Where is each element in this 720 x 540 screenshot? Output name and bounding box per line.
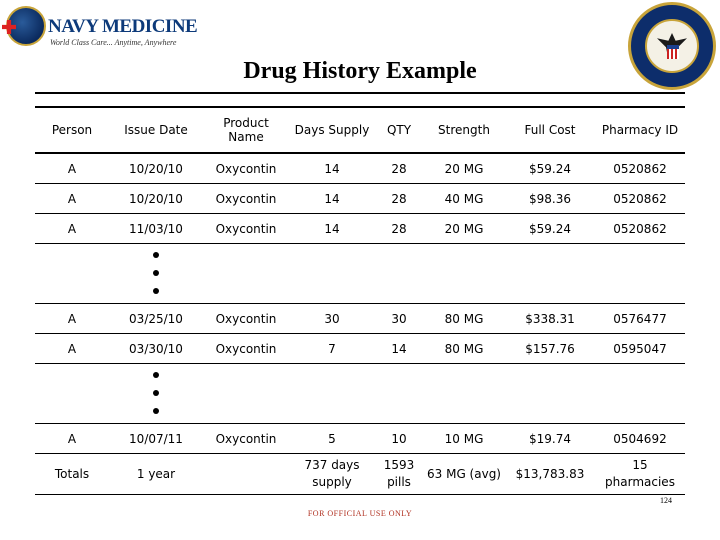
cell-strength: 20 MG: [423, 214, 505, 244]
cell-pharmacy-id: 0595047: [595, 334, 685, 364]
ellipsis-dot-icon: [153, 252, 159, 258]
table-row: [35, 184, 685, 214]
cell-issue-date: 03/25/10: [109, 304, 203, 334]
cell-totals-label: Totals: [35, 454, 109, 495]
shield-icon: [667, 45, 679, 59]
cell-full-cost: $98.36: [505, 184, 595, 214]
ellipsis-dot-icon: [153, 372, 159, 378]
table-row: [35, 304, 685, 334]
cell-strength: 80 MG: [423, 334, 505, 364]
table-row: [35, 153, 685, 184]
vertical-ellipsis: [109, 244, 203, 304]
header-strength: Strength: [423, 107, 505, 153]
header-full-cost: Full Cost: [505, 107, 595, 153]
cell-total-period: 1 year: [109, 454, 203, 495]
header-product-name: Product Name: [203, 107, 289, 153]
logo-subtitle: World Class Care... Anytime, Anywhere: [50, 38, 177, 47]
cell-days-supply: 5: [289, 424, 375, 454]
cell-product-name: Oxycontin: [203, 184, 289, 214]
cell-strength: 80 MG: [423, 304, 505, 334]
cell-total-pharmacies: 15 pharmacies: [595, 454, 685, 495]
slide-title: Drug History Example: [243, 58, 477, 84]
cell-product-name: Oxycontin: [203, 334, 289, 364]
cell-pharmacy-id: 0520862: [595, 214, 685, 244]
cell-qty: 14: [375, 334, 423, 364]
cell-pharmacy-id: 0504692: [595, 424, 685, 454]
cell-full-cost: $157.76: [505, 334, 595, 364]
cell-person: A: [35, 153, 109, 184]
header-qty: QTY: [375, 107, 423, 153]
vertical-ellipsis: [109, 364, 203, 424]
header-issue-date: Issue Date: [109, 107, 203, 153]
classification-note: FOR OFFICIAL USE ONLY: [307, 509, 413, 518]
cell-days-supply: 14: [289, 214, 375, 244]
header-days-supply: Days Supply: [289, 107, 375, 153]
cell-qty: 28: [375, 184, 423, 214]
navy-medicine-logo: [2, 4, 198, 52]
cell-issue-date: 10/20/10: [109, 184, 203, 214]
title-divider: [35, 92, 685, 94]
page-number: 124: [660, 496, 672, 505]
cell-pharmacy-id: 0576477: [595, 304, 685, 334]
cell-person: A: [35, 334, 109, 364]
cell-product-name: Oxycontin: [203, 153, 289, 184]
cell-product-name: Oxycontin: [203, 214, 289, 244]
table-header-row: [35, 107, 685, 153]
cell-person: A: [35, 184, 109, 214]
cell-strength: 10 MG: [423, 424, 505, 454]
ellipsis-gap-row: [35, 364, 685, 424]
cell-product-name: Oxycontin: [203, 304, 289, 334]
cell-total-cost: $13,783.83: [505, 454, 595, 495]
cell-days-supply: 30: [289, 304, 375, 334]
cell-issue-date: 11/03/10: [109, 214, 203, 244]
cell-pharmacy-id: 0520862: [595, 184, 685, 214]
cell-total-product: [203, 454, 289, 495]
cell-person: A: [35, 304, 109, 334]
cell-total-days-supply: 737 days supply: [289, 454, 375, 495]
cell-days-supply: 14: [289, 153, 375, 184]
cell-strength: 20 MG: [423, 153, 505, 184]
ellipsis-dot-icon: [153, 270, 159, 276]
cell-pharmacy-id: 0520862: [595, 153, 685, 184]
cell-full-cost: $19.74: [505, 424, 595, 454]
totals-row: [35, 454, 685, 495]
cell-full-cost: $59.24: [505, 153, 595, 184]
drug-history-table: [35, 106, 685, 495]
header-person: Person: [35, 107, 109, 153]
cell-qty: 30: [375, 304, 423, 334]
cell-person: A: [35, 424, 109, 454]
cell-issue-date: 10/07/11: [109, 424, 203, 454]
cell-full-cost: $338.31: [505, 304, 595, 334]
cell-qty: 10: [375, 424, 423, 454]
ellipsis-dot-icon: [153, 390, 159, 396]
cell-strength: 40 MG: [423, 184, 505, 214]
table-row: [35, 214, 685, 244]
cell-full-cost: $59.24: [505, 214, 595, 244]
header-pharmacy-id: Pharmacy ID: [595, 107, 685, 153]
cell-total-qty: 1593 pills: [375, 454, 423, 495]
logo-title: NAVY MEDICINE: [48, 16, 198, 37]
table-row: [35, 424, 685, 454]
ellipsis-dot-icon: [153, 288, 159, 294]
cell-issue-date: 10/20/10: [109, 153, 203, 184]
cell-product-name: Oxycontin: [203, 424, 289, 454]
table-row: [35, 334, 685, 364]
cell-days-supply: 7: [289, 334, 375, 364]
cell-qty: 28: [375, 153, 423, 184]
ellipsis-gap-row: [35, 244, 685, 304]
cell-qty: 28: [375, 214, 423, 244]
cell-days-supply: 14: [289, 184, 375, 214]
ellipsis-dot-icon: [153, 408, 159, 414]
cell-issue-date: 03/30/10: [109, 334, 203, 364]
cell-avg-strength: 63 MG (avg): [423, 454, 505, 495]
cell-person: A: [35, 214, 109, 244]
